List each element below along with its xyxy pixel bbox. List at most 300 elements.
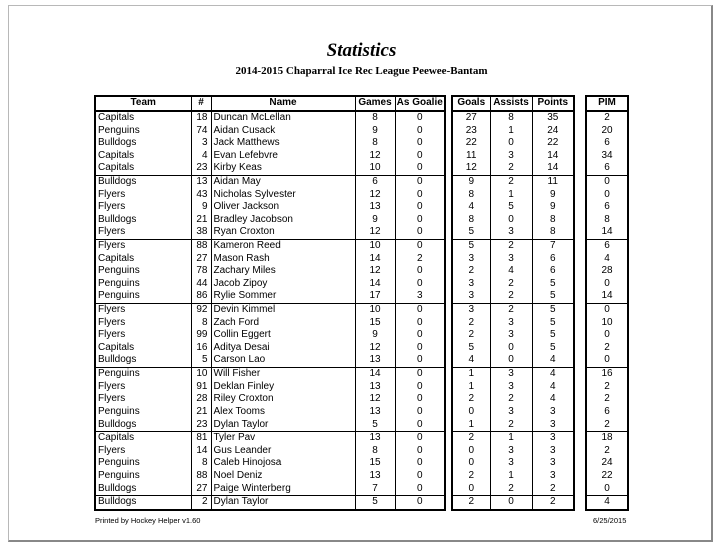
cell-goals: 3 (452, 303, 490, 316)
table-row (586, 380, 628, 393)
table-row (586, 278, 628, 291)
cell-assists: 2 (490, 239, 532, 252)
table-row (95, 457, 445, 470)
table-row (586, 393, 628, 406)
cell-goals: 9 (452, 175, 490, 188)
cell-goals: 2 (452, 495, 490, 509)
cell-number: 10 (191, 367, 211, 380)
cell-points: 5 (532, 329, 574, 342)
cell-goals: 27 (452, 111, 490, 125)
table-row (95, 303, 445, 316)
cell-name: Nicholas Sylvester (211, 188, 355, 201)
cell-as-goalie: 0 (395, 316, 445, 329)
cell-team: Flyers (95, 188, 191, 201)
table-row (586, 149, 628, 162)
cell-points: 3 (532, 418, 574, 431)
cell-games: 13 (355, 354, 395, 367)
cell-pim: 0 (586, 329, 628, 342)
table-row (452, 470, 574, 483)
cell-assists: 3 (490, 149, 532, 162)
cell-goals: 5 (452, 342, 490, 355)
table-row (586, 137, 628, 150)
cell-name: Tyler Pav (211, 431, 355, 444)
table-row (586, 175, 628, 188)
cell-assists: 2 (490, 175, 532, 188)
table-row (586, 316, 628, 329)
cell-team: Capitals (95, 252, 191, 265)
table-row (452, 290, 574, 303)
cell-points: 6 (532, 265, 574, 278)
cell-assists: 3 (490, 329, 532, 342)
cell-as-goalie: 0 (395, 470, 445, 483)
cell-as-goalie: 0 (395, 162, 445, 175)
cell-games: 12 (355, 265, 395, 278)
cell-pim: 6 (586, 201, 628, 214)
cell-name: Dylan Taylor (211, 418, 355, 431)
cell-goals: 8 (452, 213, 490, 226)
table-row (95, 213, 445, 226)
table-row (586, 418, 628, 431)
cell-games: 13 (355, 470, 395, 483)
cell-pim: 16 (586, 367, 628, 380)
cell-points: 3 (532, 444, 574, 457)
pim-table (585, 95, 629, 511)
table-row (452, 444, 574, 457)
cell-name: Kirby Keas (211, 162, 355, 175)
player-table (94, 95, 446, 511)
cell-points: 3 (532, 406, 574, 419)
table-row (95, 470, 445, 483)
cell-assists: 1 (490, 470, 532, 483)
cell-goals: 4 (452, 354, 490, 367)
table-row (95, 188, 445, 201)
cell-points: 5 (532, 316, 574, 329)
cell-games: 8 (355, 111, 395, 125)
cell-name: Evan Lefebvre (211, 149, 355, 162)
cell-goals: 12 (452, 162, 490, 175)
cell-name: Aidan Cusack (211, 124, 355, 137)
cell-goals: 5 (452, 226, 490, 239)
cell-as-goalie: 0 (395, 457, 445, 470)
cell-games: 13 (355, 431, 395, 444)
table-row (452, 367, 574, 380)
cell-pim: 8 (586, 213, 628, 226)
table-row (95, 393, 445, 406)
cell-games: 13 (355, 201, 395, 214)
cell-goals: 2 (452, 316, 490, 329)
table-row (586, 111, 628, 125)
table-row (95, 431, 445, 444)
cell-games: 9 (355, 124, 395, 137)
cell-pim: 0 (586, 482, 628, 495)
cell-goals: 2 (452, 265, 490, 278)
cell-pim: 4 (586, 495, 628, 509)
cell-assists: 4 (490, 265, 532, 278)
cell-number: 92 (191, 303, 211, 316)
cell-team: Capitals (95, 111, 191, 125)
cell-goals: 2 (452, 431, 490, 444)
cell-as-goalie: 0 (395, 329, 445, 342)
header-points: Points (532, 96, 574, 111)
table-row (586, 303, 628, 316)
table-row (586, 470, 628, 483)
cell-name: Aditya Desai (211, 342, 355, 355)
table-row (95, 367, 445, 380)
cell-name: Devin Kimmel (211, 303, 355, 316)
table-row (586, 265, 628, 278)
table-row (452, 329, 574, 342)
cell-pim: 6 (586, 162, 628, 175)
cell-number: 43 (191, 188, 211, 201)
cell-games: 12 (355, 226, 395, 239)
cell-assists: 0 (490, 137, 532, 150)
cell-number: 86 (191, 290, 211, 303)
table-row (95, 482, 445, 495)
table-row (586, 188, 628, 201)
cell-goals: 1 (452, 367, 490, 380)
cell-team: Flyers (95, 239, 191, 252)
cell-team: Penguins (95, 265, 191, 278)
cell-goals: 3 (452, 252, 490, 265)
cell-pim: 28 (586, 265, 628, 278)
cell-goals: 3 (452, 278, 490, 291)
table-row (95, 149, 445, 162)
cell-number: 9 (191, 201, 211, 214)
header-team: Team (95, 96, 191, 111)
cell-goals: 2 (452, 393, 490, 406)
table-row (586, 226, 628, 239)
cell-number: 16 (191, 342, 211, 355)
cell-points: 11 (532, 175, 574, 188)
cell-team: Penguins (95, 470, 191, 483)
cell-name: Jacob Zipoy (211, 278, 355, 291)
cell-assists: 5 (490, 201, 532, 214)
cell-goals: 1 (452, 418, 490, 431)
cell-games: 10 (355, 162, 395, 175)
cell-assists: 3 (490, 367, 532, 380)
cell-goals: 2 (452, 329, 490, 342)
cell-goals: 8 (452, 188, 490, 201)
cell-as-goalie: 0 (395, 418, 445, 431)
cell-number: 21 (191, 213, 211, 226)
cell-assists: 3 (490, 457, 532, 470)
cell-pim: 20 (586, 124, 628, 137)
cell-as-goalie: 0 (395, 124, 445, 137)
table-row (586, 201, 628, 214)
cell-as-goalie: 0 (395, 354, 445, 367)
cell-team: Bulldogs (95, 175, 191, 188)
cell-goals: 3 (452, 290, 490, 303)
cell-points: 3 (532, 457, 574, 470)
cell-team: Flyers (95, 226, 191, 239)
cell-points: 5 (532, 342, 574, 355)
cell-points: 8 (532, 213, 574, 226)
cell-number: 88 (191, 470, 211, 483)
cell-name: Caleb Hinojosa (211, 457, 355, 470)
cell-team: Penguins (95, 406, 191, 419)
cell-assists: 1 (490, 188, 532, 201)
table-row (586, 162, 628, 175)
cell-team: Bulldogs (95, 495, 191, 509)
cell-as-goalie: 0 (395, 380, 445, 393)
cell-name: Kameron Reed (211, 239, 355, 252)
cell-team: Flyers (95, 303, 191, 316)
table-row (586, 444, 628, 457)
table-row (452, 201, 574, 214)
table-row (452, 457, 574, 470)
cell-goals: 23 (452, 124, 490, 137)
cell-as-goalie: 0 (395, 201, 445, 214)
cell-name: Paige Winterberg (211, 482, 355, 495)
table-row (452, 303, 574, 316)
cell-team: Flyers (95, 444, 191, 457)
cell-points: 4 (532, 367, 574, 380)
cell-as-goalie: 0 (395, 367, 445, 380)
cell-assists: 2 (490, 162, 532, 175)
table-row (95, 162, 445, 175)
table-row (452, 162, 574, 175)
cell-games: 12 (355, 342, 395, 355)
cell-number: 23 (191, 418, 211, 431)
cell-as-goalie: 0 (395, 303, 445, 316)
cell-points: 3 (532, 470, 574, 483)
cell-games: 15 (355, 457, 395, 470)
cell-games: 14 (355, 252, 395, 265)
cell-points: 24 (532, 124, 574, 137)
cell-number: 14 (191, 444, 211, 457)
cell-name: Rylie Sommer (211, 290, 355, 303)
cell-assists: 2 (490, 303, 532, 316)
cell-assists: 0 (490, 495, 532, 509)
cell-team: Bulldogs (95, 213, 191, 226)
cell-name: Dylan Taylor (211, 495, 355, 509)
cell-number: 2 (191, 495, 211, 509)
cell-name: Jack Matthews (211, 137, 355, 150)
cell-pim: 6 (586, 239, 628, 252)
cell-as-goalie: 0 (395, 239, 445, 252)
table-row (452, 188, 574, 201)
cell-games: 7 (355, 482, 395, 495)
table-row (452, 354, 574, 367)
table-row (452, 278, 574, 291)
header-games: Games (355, 96, 395, 111)
cell-as-goalie: 2 (395, 252, 445, 265)
cell-games: 5 (355, 495, 395, 509)
table-row (586, 495, 628, 509)
cell-points: 5 (532, 303, 574, 316)
cell-points: 14 (532, 149, 574, 162)
cell-name: Collin Eggert (211, 329, 355, 342)
cell-pim: 0 (586, 303, 628, 316)
cell-pim: 2 (586, 342, 628, 355)
table-row (95, 406, 445, 419)
table-row (452, 380, 574, 393)
cell-points: 7 (532, 239, 574, 252)
cell-assists: 3 (490, 444, 532, 457)
table-row (95, 226, 445, 239)
cell-number: 81 (191, 431, 211, 444)
cell-as-goalie: 0 (395, 444, 445, 457)
scoring-table (451, 95, 575, 511)
table-row (95, 201, 445, 214)
cell-assists: 8 (490, 111, 532, 125)
table-row (452, 239, 574, 252)
cell-number: 27 (191, 252, 211, 265)
cell-as-goalie: 0 (395, 111, 445, 125)
cell-assists: 2 (490, 393, 532, 406)
cell-goals: 0 (452, 444, 490, 457)
cell-name: Carson Lao (211, 354, 355, 367)
cell-number: 74 (191, 124, 211, 137)
cell-team: Capitals (95, 149, 191, 162)
cell-goals: 2 (452, 470, 490, 483)
cell-team: Penguins (95, 290, 191, 303)
cell-team: Penguins (95, 278, 191, 291)
cell-team: Bulldogs (95, 137, 191, 150)
cell-number: 8 (191, 316, 211, 329)
cell-number: 3 (191, 137, 211, 150)
cell-as-goalie: 0 (395, 213, 445, 226)
cell-pim: 14 (586, 290, 628, 303)
cell-points: 4 (532, 380, 574, 393)
table-row (586, 213, 628, 226)
cell-name: Deklan Finley (211, 380, 355, 393)
table-row (586, 367, 628, 380)
cell-goals: 0 (452, 406, 490, 419)
cell-as-goalie: 0 (395, 431, 445, 444)
table-row (452, 265, 574, 278)
cell-pim: 0 (586, 354, 628, 367)
printed-by: Printed by Hockey Helper v1.60 (95, 516, 201, 525)
cell-name: Gus Leander (211, 444, 355, 457)
report-title: Statistics (326, 40, 397, 61)
cell-team: Bulldogs (95, 482, 191, 495)
cell-games: 8 (355, 444, 395, 457)
cell-assists: 3 (490, 316, 532, 329)
cell-as-goalie: 0 (395, 342, 445, 355)
cell-number: 44 (191, 278, 211, 291)
table-row (95, 380, 445, 393)
table-row (95, 495, 445, 509)
cell-pim: 4 (586, 252, 628, 265)
table-row (95, 239, 445, 252)
cell-team: Capitals (95, 431, 191, 444)
cell-points: 4 (532, 393, 574, 406)
cell-as-goalie: 0 (395, 278, 445, 291)
table-row (452, 495, 574, 509)
table-row (452, 316, 574, 329)
cell-assists: 2 (490, 278, 532, 291)
cell-assists: 2 (490, 290, 532, 303)
cell-as-goalie: 0 (395, 149, 445, 162)
table-row (586, 329, 628, 342)
table-row (586, 354, 628, 367)
cell-pim: 24 (586, 457, 628, 470)
cell-games: 8 (355, 137, 395, 150)
cell-pim: 2 (586, 444, 628, 457)
cell-points: 3 (532, 431, 574, 444)
cell-as-goalie: 0 (395, 393, 445, 406)
cell-as-goalie: 3 (395, 290, 445, 303)
cell-assists: 1 (490, 431, 532, 444)
cell-points: 2 (532, 482, 574, 495)
cell-name: Riley Croxton (211, 393, 355, 406)
cell-team: Penguins (95, 457, 191, 470)
cell-points: 9 (532, 201, 574, 214)
cell-team: Bulldogs (95, 418, 191, 431)
cell-team: Bulldogs (95, 354, 191, 367)
cell-number: 91 (191, 380, 211, 393)
cell-pim: 34 (586, 149, 628, 162)
table-row (452, 418, 574, 431)
cell-pim: 2 (586, 418, 628, 431)
cell-as-goalie: 0 (395, 495, 445, 509)
cell-number: 5 (191, 354, 211, 367)
cell-as-goalie: 0 (395, 482, 445, 495)
cell-name: Noel Deniz (211, 470, 355, 483)
table-row (586, 252, 628, 265)
table-row (452, 393, 574, 406)
cell-points: 8 (532, 226, 574, 239)
table-row (586, 290, 628, 303)
cell-assists: 3 (490, 252, 532, 265)
cell-number: 21 (191, 406, 211, 419)
table-row (586, 239, 628, 252)
cell-pim: 22 (586, 470, 628, 483)
header-assists: Assists (490, 96, 532, 111)
cell-number: 38 (191, 226, 211, 239)
cell-number: 27 (191, 482, 211, 495)
header-number: # (191, 96, 211, 111)
cell-games: 14 (355, 278, 395, 291)
cell-team: Capitals (95, 342, 191, 355)
table-row (95, 278, 445, 291)
cell-name: Zach Ford (211, 316, 355, 329)
table-row (95, 137, 445, 150)
cell-pim: 2 (586, 393, 628, 406)
cell-games: 10 (355, 303, 395, 316)
cell-goals: 4 (452, 201, 490, 214)
cell-games: 17 (355, 290, 395, 303)
cell-games: 9 (355, 213, 395, 226)
table-row (452, 252, 574, 265)
table-row (452, 149, 574, 162)
cell-games: 9 (355, 329, 395, 342)
print-date: 6/25/2015 (593, 516, 627, 525)
cell-team: Flyers (95, 393, 191, 406)
table-row (95, 444, 445, 457)
cell-games: 13 (355, 406, 395, 419)
cell-pim: 0 (586, 175, 628, 188)
cell-games: 6 (355, 175, 395, 188)
cell-points: 5 (532, 290, 574, 303)
table-row (452, 175, 574, 188)
cell-pim: 6 (586, 406, 628, 419)
cell-assists: 2 (490, 482, 532, 495)
cell-number: 8 (191, 457, 211, 470)
cell-team: Capitals (95, 162, 191, 175)
cell-assists: 3 (490, 226, 532, 239)
table-row (452, 111, 574, 125)
table-row (95, 111, 445, 125)
cell-number: 23 (191, 162, 211, 175)
cell-points: 35 (532, 111, 574, 125)
cell-name: Duncan McLellan (211, 111, 355, 125)
cell-points: 22 (532, 137, 574, 150)
cell-games: 12 (355, 149, 395, 162)
cell-points: 6 (532, 252, 574, 265)
cell-as-goalie: 0 (395, 175, 445, 188)
